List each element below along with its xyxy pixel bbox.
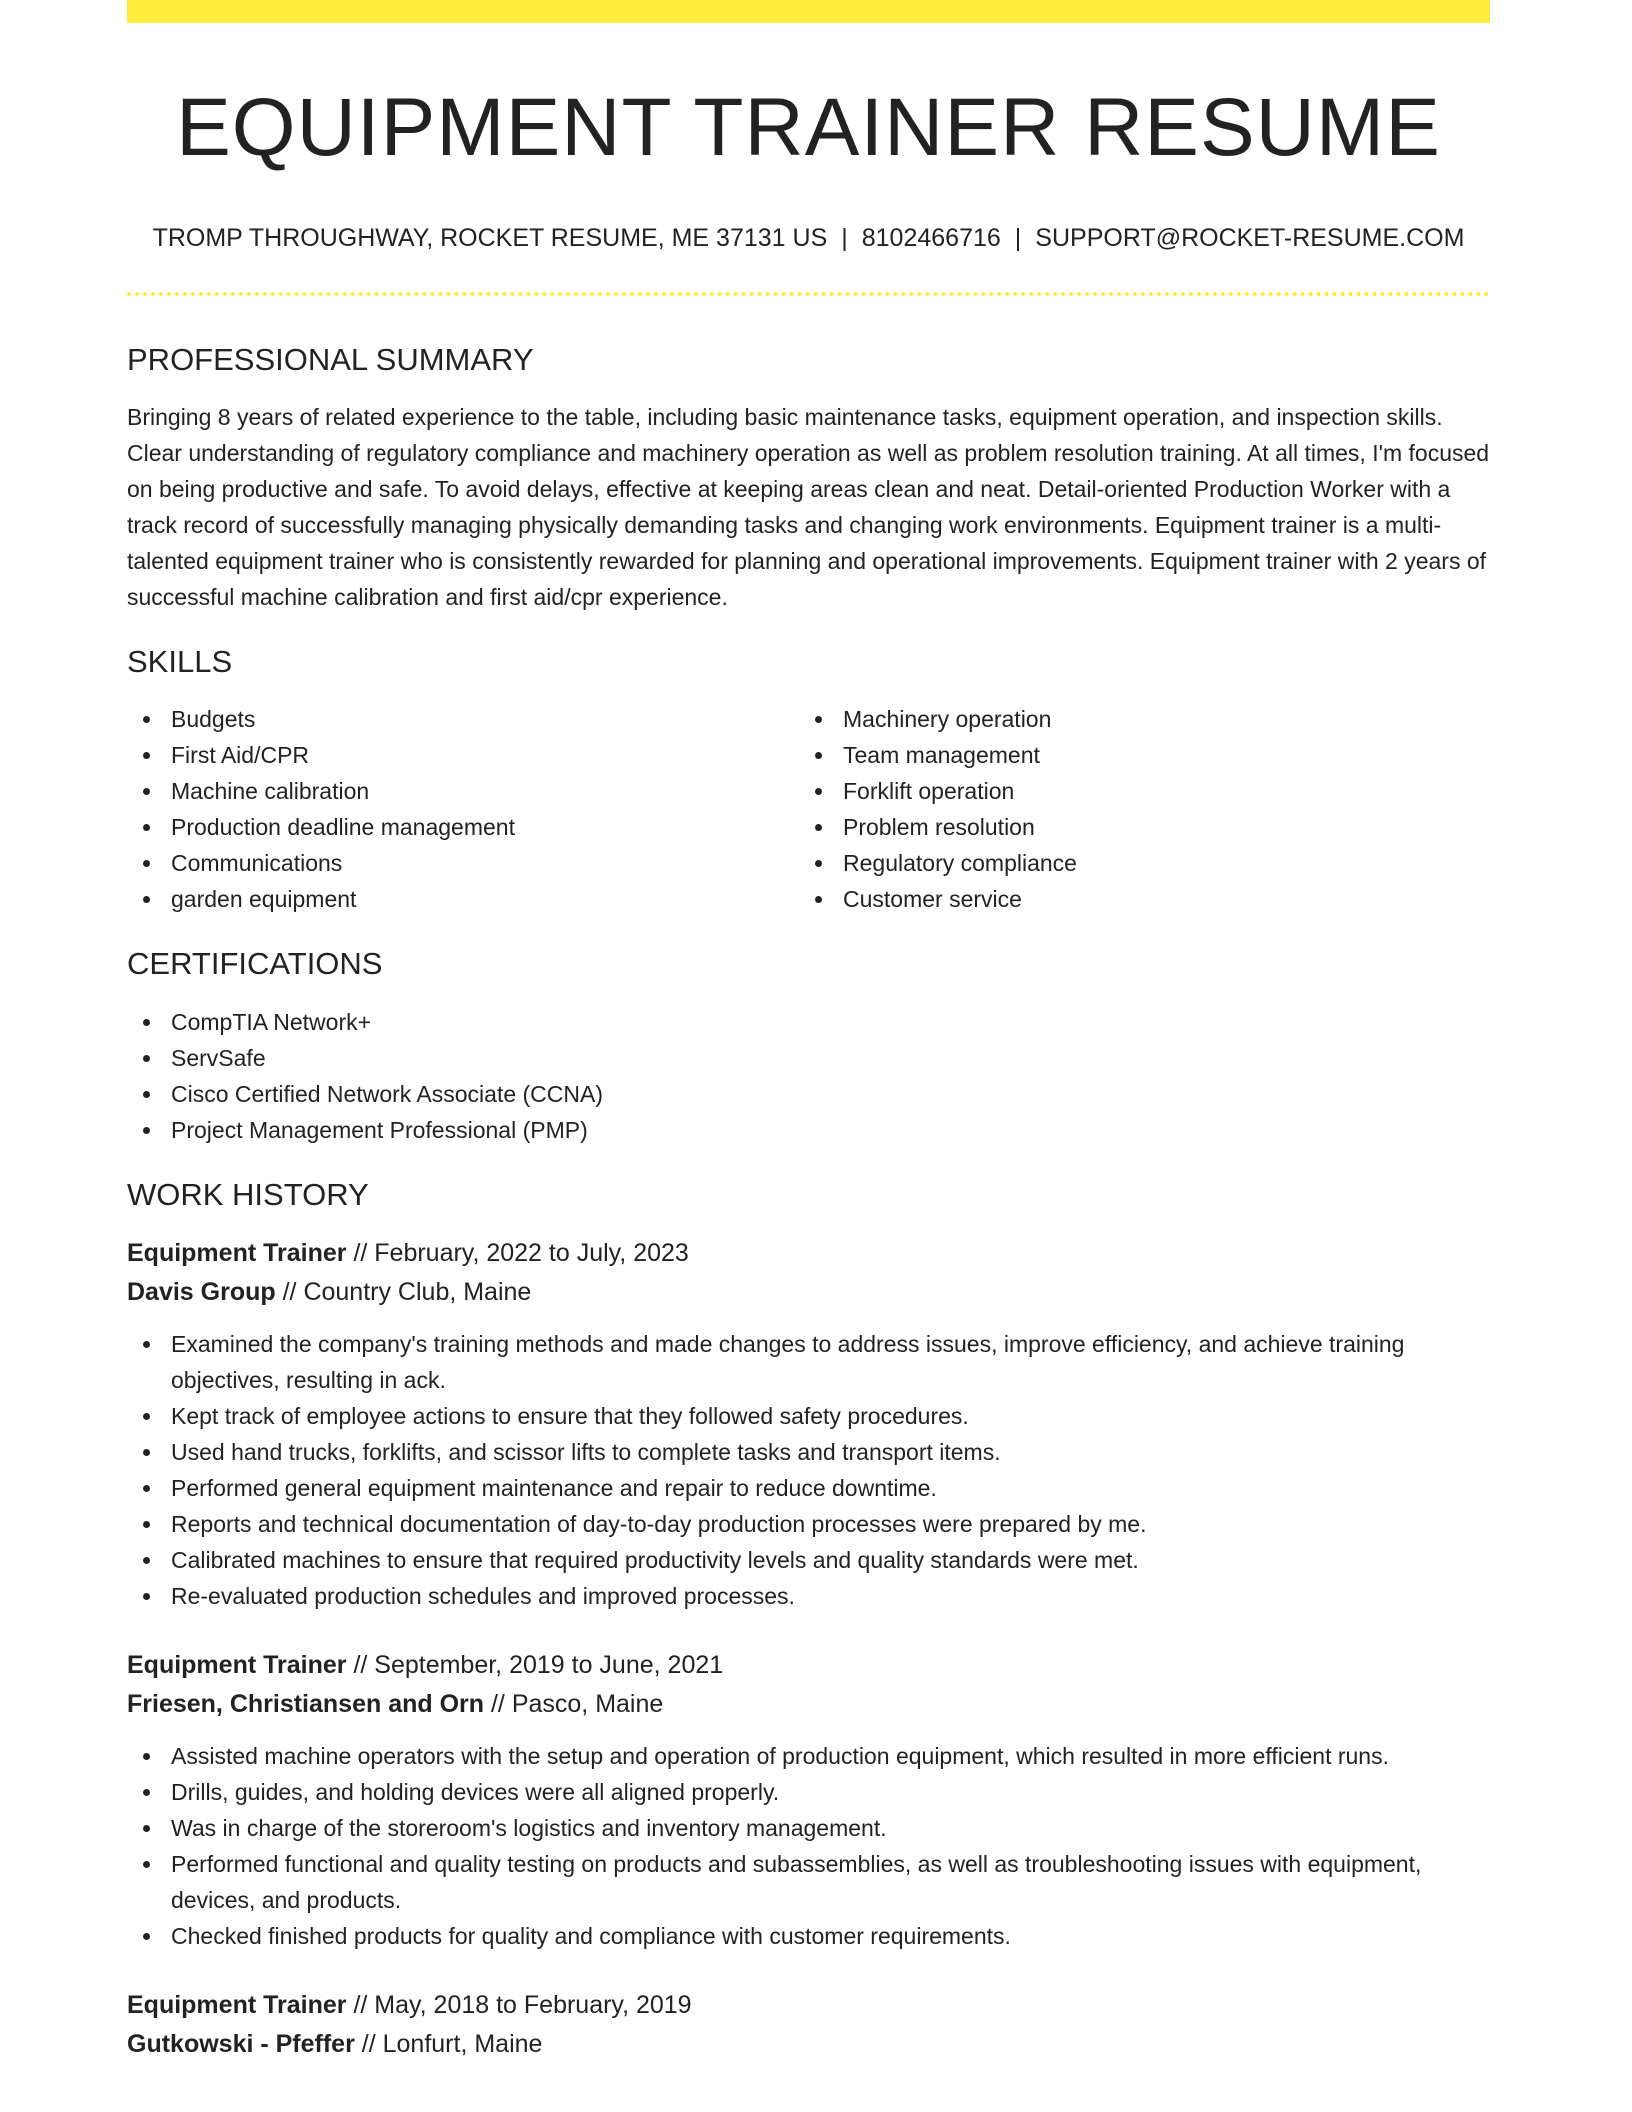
job-entry — [127, 1234, 1490, 1614]
accent-bar — [127, 0, 1490, 23]
job-bullet: Was in charge of the storeroom's logistics and inventory management. — [127, 1810, 1490, 1846]
certification-item: Cisco Certified Network Associate (CCNA) — [127, 1076, 1490, 1112]
skill-item: Production deadline management — [127, 809, 799, 845]
skill-item: Customer service — [799, 881, 1471, 917]
skills-heading: SKILLS — [127, 644, 233, 680]
skill-item: Machinery operation — [799, 701, 1471, 737]
skills-column-left — [127, 701, 799, 917]
job-role-line — [127, 1234, 1490, 1273]
job-entry — [127, 1646, 1490, 1954]
job-role: Equipment Trainer — [127, 1238, 347, 1267]
skill-item: Machine calibration — [127, 773, 799, 809]
separator: | — [841, 224, 848, 252]
job-bullet: Performed functional and quality testing on products and subassemblies, as well as troubleshooting issues with equipment, devices, and products. — [127, 1846, 1490, 1918]
job-company: Davis Group — [127, 1277, 276, 1306]
work-history-heading: WORK HISTORY — [127, 1176, 369, 1212]
certification-item: CompTIA Network+ — [127, 1004, 1490, 1040]
certifications-list — [127, 1004, 1490, 1148]
job-bullet: Performed general equipment maintenance and repair to reduce downtime. — [127, 1470, 1490, 1506]
skill-item: Communications — [127, 845, 799, 881]
job-role-line — [127, 1646, 1490, 1685]
job-bullets — [127, 1738, 1490, 1954]
job-role: Equipment Trainer — [127, 1650, 347, 1679]
skill-item: Problem resolution — [799, 809, 1471, 845]
dotted-divider — [127, 292, 1490, 296]
job-bullet: Re-evaluated production schedules and improved processes. — [127, 1578, 1490, 1614]
job-company: Friesen, Christiansen and Orn — [127, 1689, 485, 1718]
separator: | — [1014, 224, 1022, 252]
resume-content — [127, 0, 1490, 2064]
skill-item: garden equipment — [127, 881, 799, 917]
job-bullets — [127, 1326, 1490, 1614]
job-company-line — [127, 1273, 1490, 1312]
summary-text: Bringing 8 years of related experience to the table, including basic maintenance tasks, equipment operation, and inspection skills. Clear understanding of regulatory compliance and machinery operation as well as problem resolution training. At all times, I'm focused on being productive and safe. To avoid delays, effective at keeping areas clean and neat. Detail-oriented Production Worker with a track record of successfully managing physically demanding tasks and changing work environments. Equipment trainer is a multi-talented equipment trainer who is consistently rewarded for planning and operational improvements. Equipment trainer with 2 years of successful machine calibration and first aid/cpr experience. — [127, 404, 1490, 611]
job-location: // Pasco, Maine — [490, 1689, 664, 1718]
job-location: // Lonfurt, Maine — [361, 2029, 543, 2058]
job-bullet: Checked finished products for quality and compliance with customer requirements. — [127, 1918, 1490, 1954]
skill-item: Budgets — [127, 701, 799, 737]
skill-item: Forklift operation — [799, 773, 1471, 809]
skill-item: First Aid/CPR — [127, 737, 799, 773]
job-bullet: Drills, guides, and holding devices were all aligned properly. — [127, 1774, 1490, 1810]
job-role: Equipment Trainer — [127, 1990, 347, 2019]
email: SUPPORT@ROCKET-RESUME.COM — [1035, 224, 1465, 252]
job-bullet: Used hand trucks, forklifts, and scissor lifts to complete tasks and transport items. — [127, 1434, 1490, 1470]
summary-heading: PROFESSIONAL SUMMARY — [127, 342, 534, 377]
certification-item: Project Management Professional (PMP) — [127, 1112, 1490, 1148]
certifications-heading: CERTIFICATIONS — [127, 946, 383, 982]
skill-item: Team management — [799, 737, 1471, 773]
contact-line — [127, 223, 1490, 253]
job-dates: // September, 2019 to June, 2021 — [353, 1650, 724, 1679]
job-company-line — [127, 1685, 1490, 1724]
job-location: // Country Club, Maine — [282, 1277, 532, 1306]
certification-item: ServSafe — [127, 1040, 1490, 1076]
job-bullet: Kept track of employee actions to ensure that they followed safety procedures. — [127, 1398, 1490, 1434]
page-title: EQUIPMENT TRAINER RESUME — [176, 82, 1441, 173]
job-role-line — [127, 1986, 1490, 2025]
job-bullet: Calibrated machines to ensure that required productivity levels and quality standards were met. — [127, 1542, 1490, 1578]
skill-item: Regulatory compliance — [799, 845, 1471, 881]
job-dates: // February, 2022 to July, 2023 — [353, 1238, 689, 1267]
job-company-line — [127, 2025, 1490, 2064]
job-entry — [127, 1986, 1490, 2064]
address: TROMP THROUGHWAY, ROCKET RESUME, ME 37131 US — [152, 224, 828, 252]
job-company: Gutkowski - Pfeffer — [127, 2029, 355, 2058]
skills-list — [127, 701, 1490, 917]
job-dates: // May, 2018 to February, 2019 — [353, 1990, 692, 2019]
job-bullet: Assisted machine operators with the setup and operation of production equipment, which resulted in more efficient runs. — [127, 1738, 1490, 1774]
skills-column-right — [799, 701, 1471, 917]
job-bullet: Examined the company's training methods and made changes to address issues, improve efficiency, and achieve training objectives, resulting in ack. — [127, 1326, 1490, 1398]
phone: 8102466716 — [861, 224, 1001, 252]
job-bullet: Reports and technical documentation of day-to-day production processes were prepared by me. — [127, 1506, 1490, 1542]
